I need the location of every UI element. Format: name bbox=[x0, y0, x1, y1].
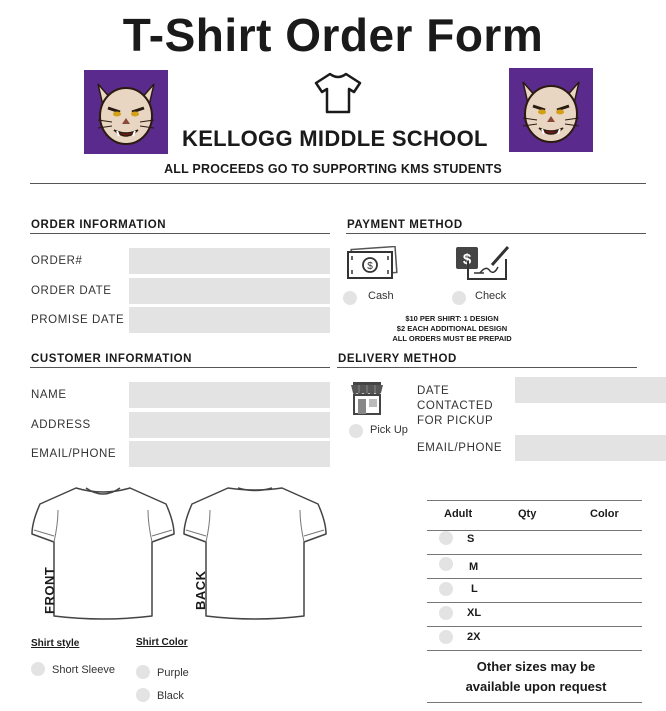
front-label: FRONT bbox=[42, 566, 57, 614]
date-contacted-field[interactable] bbox=[515, 377, 666, 403]
price-note-1: $10 PER SHIRT: 1 DESIGN bbox=[405, 314, 499, 323]
pickup-label: Pick Up bbox=[370, 424, 408, 436]
purple-label: Purple bbox=[157, 667, 189, 679]
svg-text:$: $ bbox=[367, 261, 373, 272]
pickup-radio[interactable] bbox=[349, 424, 363, 438]
size-s-radio[interactable] bbox=[439, 531, 453, 545]
size-s-label: S bbox=[467, 533, 475, 545]
size-2x-label: 2X bbox=[467, 631, 481, 643]
size-row-rule bbox=[427, 578, 642, 579]
shirt-color-heading: Shirt Color bbox=[136, 637, 188, 648]
payment-heading: PAYMENT METHOD bbox=[347, 219, 463, 231]
tshirt-icon bbox=[312, 70, 364, 116]
check-label: Check bbox=[475, 290, 507, 302]
email-phone-field[interactable] bbox=[129, 441, 330, 467]
form-title: T-Shirt Order Form bbox=[122, 9, 544, 61]
promise-date-field[interactable] bbox=[129, 307, 330, 333]
size-xl-label: XL bbox=[467, 607, 482, 619]
date-contacted-line-1: DATE bbox=[417, 385, 450, 397]
size-xl-radio[interactable] bbox=[439, 606, 453, 620]
price-note-3: ALL ORDERS MUST BE PREPAID bbox=[392, 334, 512, 343]
name-field[interactable] bbox=[129, 382, 330, 408]
back-label: BACK bbox=[193, 570, 208, 610]
check-icon bbox=[454, 243, 512, 283]
color-header: Color bbox=[590, 508, 619, 520]
date-contacted-line-3: FOR PICKUP bbox=[417, 415, 494, 427]
size-m-radio[interactable] bbox=[439, 557, 453, 571]
address-label: ADDRESS bbox=[31, 419, 91, 431]
delivery-email-label: EMAIL/PHONE bbox=[417, 442, 503, 454]
address-field[interactable] bbox=[129, 412, 330, 438]
cash-icon bbox=[346, 246, 398, 280]
size-row-rule bbox=[427, 554, 642, 555]
payment-divider bbox=[346, 233, 646, 234]
wildcat-logo-left bbox=[84, 70, 168, 154]
customer-info-heading: CUSTOMER INFORMATION bbox=[31, 353, 193, 365]
size-row-rule bbox=[427, 626, 642, 627]
store-icon bbox=[350, 380, 384, 416]
size-table-bottom-rule bbox=[427, 702, 642, 703]
header-divider bbox=[30, 183, 646, 184]
delivery-email-field[interactable] bbox=[515, 435, 666, 461]
wildcat-logo-right bbox=[509, 68, 593, 152]
size-l-label: L bbox=[471, 583, 478, 595]
purple-radio[interactable] bbox=[136, 665, 150, 679]
cash-radio[interactable] bbox=[343, 291, 357, 305]
black-radio[interactable] bbox=[136, 688, 150, 702]
wildcat-icon bbox=[84, 70, 168, 154]
order-date-label: ORDER DATE bbox=[31, 285, 112, 297]
size-row-rule bbox=[427, 650, 642, 651]
size-row-rule bbox=[427, 602, 642, 603]
black-label: Black bbox=[157, 690, 184, 702]
cash-label: Cash bbox=[368, 290, 394, 302]
size-table-top-rule bbox=[427, 500, 642, 501]
date-contacted-label bbox=[417, 384, 493, 429]
shirt-style-heading: Shirt style bbox=[31, 638, 80, 649]
wildcat-icon bbox=[509, 68, 593, 152]
order-number-field[interactable] bbox=[129, 248, 330, 274]
promise-date-label: PROMISE DATE bbox=[31, 314, 125, 326]
order-info-heading: ORDER INFORMATION bbox=[31, 219, 167, 231]
check-radio[interactable] bbox=[452, 291, 466, 305]
school-name: KELLOGG MIDDLE SCHOOL bbox=[182, 126, 488, 151]
size-m-label: M bbox=[469, 561, 479, 573]
qty-header: Qty bbox=[518, 508, 537, 520]
other-sizes-line-1: Other sizes may be bbox=[476, 659, 596, 674]
date-contacted-line-2: CONTACTED bbox=[417, 400, 494, 412]
order-number-label: ORDER# bbox=[31, 255, 83, 267]
proceeds-note: ALL PROCEEDS GO TO SUPPORTING KMS STUDENTS bbox=[164, 162, 502, 176]
svg-text:$: $ bbox=[462, 251, 472, 268]
name-label: NAME bbox=[31, 389, 67, 401]
other-sizes-line-2: available upon request bbox=[465, 679, 607, 694]
adult-header: Adult bbox=[444, 508, 473, 520]
short-sleeve-label: Short Sleeve bbox=[52, 664, 115, 676]
size-table-header-rule bbox=[427, 530, 642, 531]
short-sleeve-radio[interactable] bbox=[31, 662, 45, 676]
delivery-heading: DELIVERY METHOD bbox=[338, 353, 457, 365]
order-info-divider bbox=[30, 233, 330, 234]
delivery-divider bbox=[337, 367, 637, 368]
size-2x-radio[interactable] bbox=[439, 630, 453, 644]
customer-info-divider bbox=[30, 367, 330, 368]
order-date-field[interactable] bbox=[129, 278, 330, 304]
size-l-radio[interactable] bbox=[439, 582, 453, 596]
price-note-2: $2 EACH ADDITIONAL DESIGN bbox=[396, 324, 508, 333]
email-phone-label: EMAIL/PHONE bbox=[31, 448, 117, 460]
